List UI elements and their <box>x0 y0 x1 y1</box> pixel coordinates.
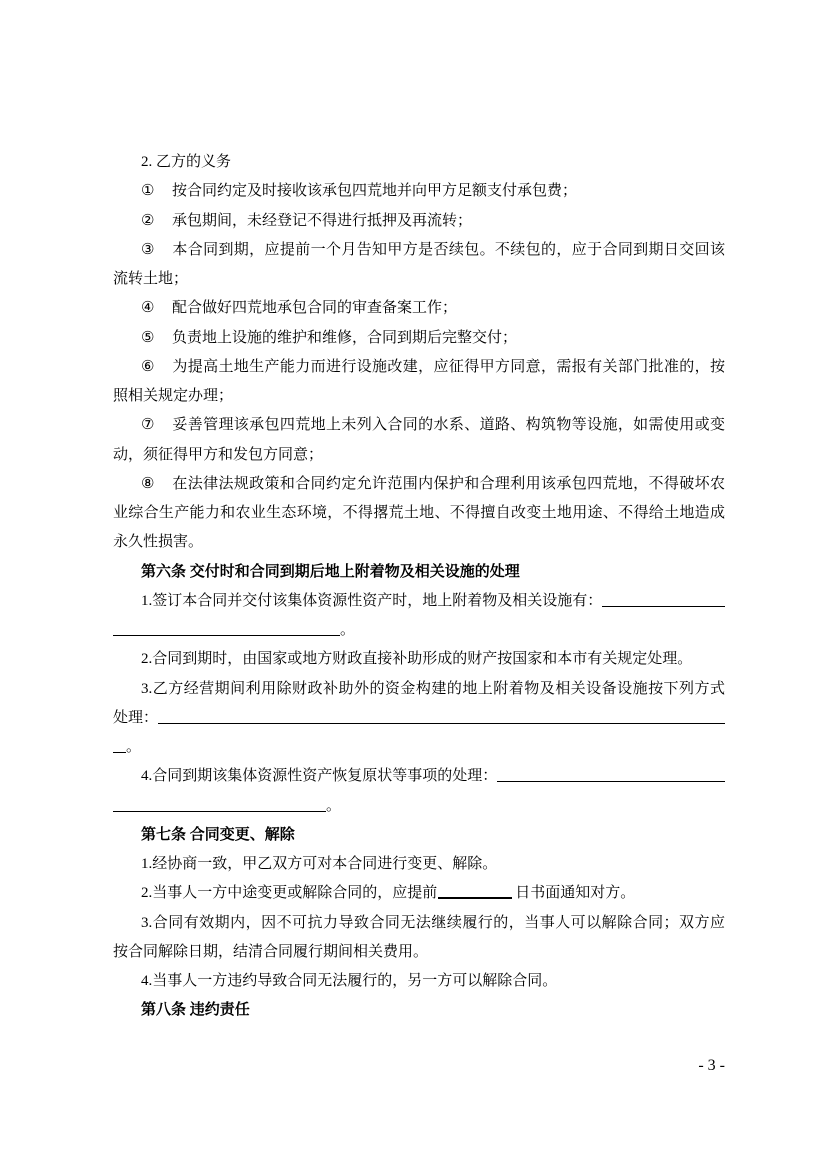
article-6-clause-2: 2.合同到期时，由国家或地方财政直接补助形成的财产按国家和本市有关规定处理。 <box>141 651 693 668</box>
blank-field <box>497 767 725 782</box>
article-6-clause-3-end <box>113 733 725 762</box>
item-text-continued: 动，须征得甲方和发包方同意； <box>113 446 324 463</box>
obligation-item-5 <box>113 324 725 353</box>
blank-field <box>438 883 512 899</box>
clause-text: 日书面通知对方。 <box>515 885 636 902</box>
obligation-item-2 <box>113 207 725 236</box>
article-7-clause-4: 4.当事人一方违约导致合同无法履行的，另一方可以解除合同。 <box>141 973 558 989</box>
item-marker: ② <box>141 212 155 229</box>
item-text-continued: 永久性损害。 <box>113 534 204 551</box>
blank-field <box>158 709 725 724</box>
blank-field <box>602 592 725 607</box>
blank-field <box>113 621 340 636</box>
article-8-title: 第八条 违约责任 <box>141 1002 250 1019</box>
obligation-item-4 <box>113 294 725 323</box>
clause-text: 处理： <box>113 709 159 726</box>
page-number: - 3 - <box>698 1057 725 1074</box>
item-text: 承包期间，未经登记不得进行抵押及再流转； <box>172 212 473 229</box>
item-text: 负责地上设施的维护和维修，合同到期后完整交付； <box>172 329 518 346</box>
article-6-clause-3-continued <box>113 704 725 733</box>
item-text: 配合做好四荒地承包合同的审查备案工作； <box>172 300 458 317</box>
article-6-clause-1 <box>113 587 725 616</box>
article-7-clause-3: 3.合同有效期内，因不可抗力导致合同无法继续履行的，当事人可以解除合同；双方应 <box>141 914 725 931</box>
clause-end: 。 <box>326 797 342 814</box>
blank-field <box>113 738 126 753</box>
obligation-item-3 <box>113 236 725 265</box>
item-marker: ⑥ <box>141 358 155 375</box>
document-body <box>113 148 725 1026</box>
item-text-continued: 照相关规定办理； <box>113 388 234 404</box>
article-6-clause-1-continued <box>113 616 725 645</box>
clause-text: 2.当事人一方中途变更或解除合同的，应提前 <box>141 885 438 902</box>
obligations-heading: 2. 乙方的义务 <box>141 154 232 170</box>
item-text: 按合同约定及时接收该承包四荒地并向甲方足额支付承包费； <box>172 183 578 200</box>
item-text: 在法律法规政策和合同约定允许范围内保护和合理利用该承包四荒地，不得破坏农 <box>172 475 725 492</box>
blank-field <box>113 797 326 812</box>
item-marker: ⑧ <box>141 475 155 492</box>
item-marker: ③ <box>141 241 155 258</box>
article-6-clause-4 <box>113 762 725 791</box>
article-7-clause-2 <box>113 879 725 908</box>
article-7-clause-1: 1.经协商一致，甲乙双方可对本合同进行变更、解除。 <box>141 856 498 872</box>
item-marker: ④ <box>141 300 155 317</box>
article-6-clause-4-continued <box>113 792 725 821</box>
clause-text: 1.签订本合同并交付该集体资源性资产时，地上附着物及相关设施有： <box>141 592 603 609</box>
item-marker: ① <box>141 183 155 200</box>
item-text-continued: 流转土地； <box>113 271 189 287</box>
clause-end: 。 <box>126 739 142 755</box>
article-6-title: 第六条 交付时和合同到期后地上附着物及相关设施的处理 <box>141 563 520 580</box>
obligation-item-6 <box>113 353 725 382</box>
obligation-item-7 <box>113 411 725 440</box>
article-7-title: 第七条 合同变更、解除 <box>141 826 295 843</box>
item-text-continued: 业综合生产能力和农业生态环境，不得撂荒土地、不得擅自改变土地用途、不得给土地造成 <box>113 505 725 521</box>
article-6-clause-3: 3.乙方经营期间利用除财政补助外的资金构建的地上附着物及相关设备设施按下列方式 <box>141 680 725 697</box>
clause-end: 。 <box>340 622 356 638</box>
item-marker: ⑤ <box>141 329 155 346</box>
item-marker: ⑦ <box>141 417 155 434</box>
obligation-item-8 <box>113 470 725 499</box>
clause-text: 4.合同到期该集体资源性资产恢复原状等事项的处理： <box>141 768 498 785</box>
obligation-item-1 <box>113 177 725 206</box>
item-text: 本合同到期，应提前一个月告知甲方是否续包。不续包的，应于合同到期日交回该 <box>172 241 725 258</box>
article-7-clause-3-continued: 按合同解除日期，结清合同履行期间相关费用。 <box>113 943 429 960</box>
item-text: 为提高土地生产能力而进行设施改建，应征得甲方同意，需报有关部门批准的，按 <box>172 358 725 375</box>
item-text: 妥善管理该承包四荒地上未列入合同的水系、道路、构筑物等设施，如需使用或变 <box>172 417 725 434</box>
